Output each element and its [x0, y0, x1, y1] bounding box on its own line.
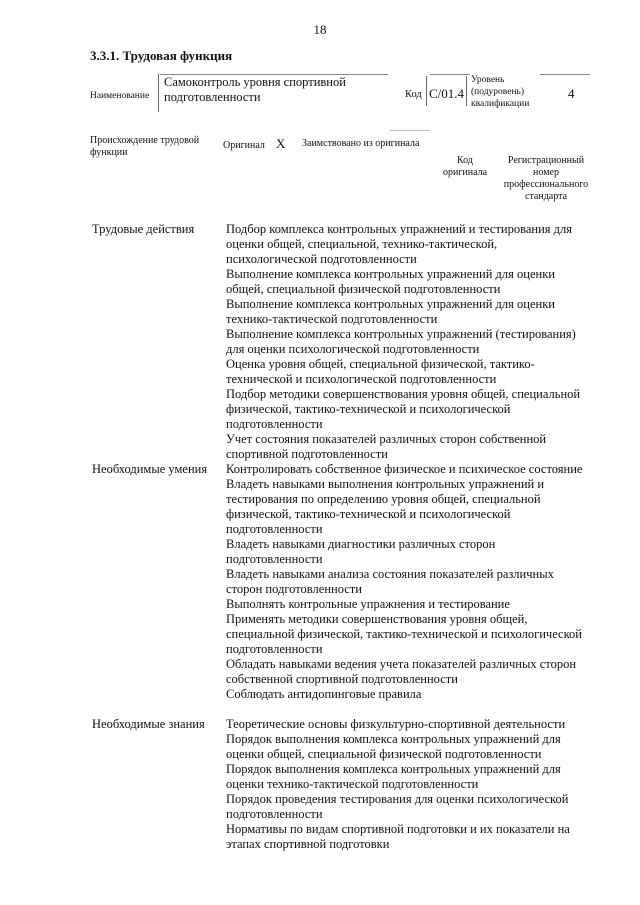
original-mark: X — [276, 136, 286, 151]
name-label: Наименование — [90, 91, 150, 101]
list-item: Учет состояния показателей различных сторон собственной спортивной подготовленности — [226, 432, 547, 461]
actions-label: Трудовые действия — [92, 222, 195, 236]
list-item: Нормативы по видам спортивной подготовки и их показатели на этапах спортивной подготовки — [226, 822, 570, 851]
name-bracket — [158, 74, 159, 112]
list-item: Подбор комплекса контрольных упражнений и тестирования для оценки общей, специальной, технико-тактической, психологической подготовленности — [226, 222, 572, 266]
list-item: Владеть навыками выполнения контрольных упражнений и тестирования по определению уровня общей, специальной физической, тактико-технической и психологической подготовленности — [226, 477, 545, 536]
origin-label: Происхождение трудовой функции — [90, 135, 200, 158]
knowledge-label: Необходимые знания — [92, 717, 205, 731]
code-original-label: Код оригинала — [442, 155, 488, 178]
list-item: Применять методики совершенствования уровня общей, специальной физической, тактико-технической и психологической подготовленности — [226, 612, 582, 656]
code-label: Код — [405, 89, 422, 100]
level-bracket — [466, 76, 467, 106]
list-item: Владеть навыками диагностики различных сторон подготовленности — [226, 537, 496, 566]
list-item: Контролировать собственное физическое и психическое состояние — [226, 462, 583, 476]
page-number: 18 — [313, 22, 327, 37]
list-item: Подбор методики совершенствования уровня общей, специальной физической, тактико-технической и психологической подготовленности — [226, 387, 581, 431]
original-label: Оригинал — [223, 140, 265, 151]
list-item: Выполнять контрольные упражнения и тестирование — [226, 597, 510, 611]
list-item: Обладать навыками ведения учета показателей различных сторон собственной спортивной подготовленности — [226, 657, 577, 686]
name-value: Самоконтроль уровня спортивной подготовленности — [164, 75, 346, 104]
list-item: Соблюдать антидопинговые правила — [226, 687, 422, 701]
list-item: Выполнение комплекса контрольных упражнений для оценки технико-тактической подготовленности — [226, 297, 555, 326]
level-label: Уровень (подуровень) квалификации — [471, 75, 530, 109]
list-item: Порядок выполнения комплекса контрольных упражнений для оценки технико-тактической подготовленности — [226, 762, 561, 791]
list-item: Порядок проведения тестирования для оценки психологической подготовленности — [226, 792, 569, 821]
reg-number-label: Регистрационный номер профессионального стандарта — [503, 155, 589, 202]
list-item: Оценка уровня общей, специальной физической, тактико-технической и психологической подготовленности — [226, 357, 535, 386]
skills-label: Необходимые умения — [92, 462, 208, 476]
skills-list — [226, 462, 588, 702]
code-top-line — [430, 74, 470, 75]
list-item: Выполнение комплекса контрольных упражнений (тестирования) для оценки психологической подготовленности — [226, 327, 576, 356]
list-item: Порядок выполнения комплекса контрольных упражнений для оценки общей, специальной физической подготовленности — [226, 732, 561, 761]
list-item: Владеть навыками анализа состояния показателей различных сторон подготовленности — [226, 567, 554, 596]
borrowed-label: Заимствовано из оригинала — [302, 138, 420, 149]
knowledge-list — [226, 717, 588, 852]
list-item: Теоретические основы физкультурно-спортивной деятельности — [226, 717, 566, 731]
actions-list — [226, 222, 588, 462]
section-title: 3.3.1. Трудовая функция — [90, 48, 233, 63]
level-value: 4 — [568, 86, 575, 101]
code-bracket — [426, 76, 427, 106]
list-item: Выполнение комплекса контрольных упражнений для оценки общей, специальной физической подготовленности — [226, 267, 555, 296]
origin-top-line — [390, 130, 430, 131]
level-top-line — [540, 74, 590, 75]
code-value: C/01.4 — [429, 86, 465, 101]
